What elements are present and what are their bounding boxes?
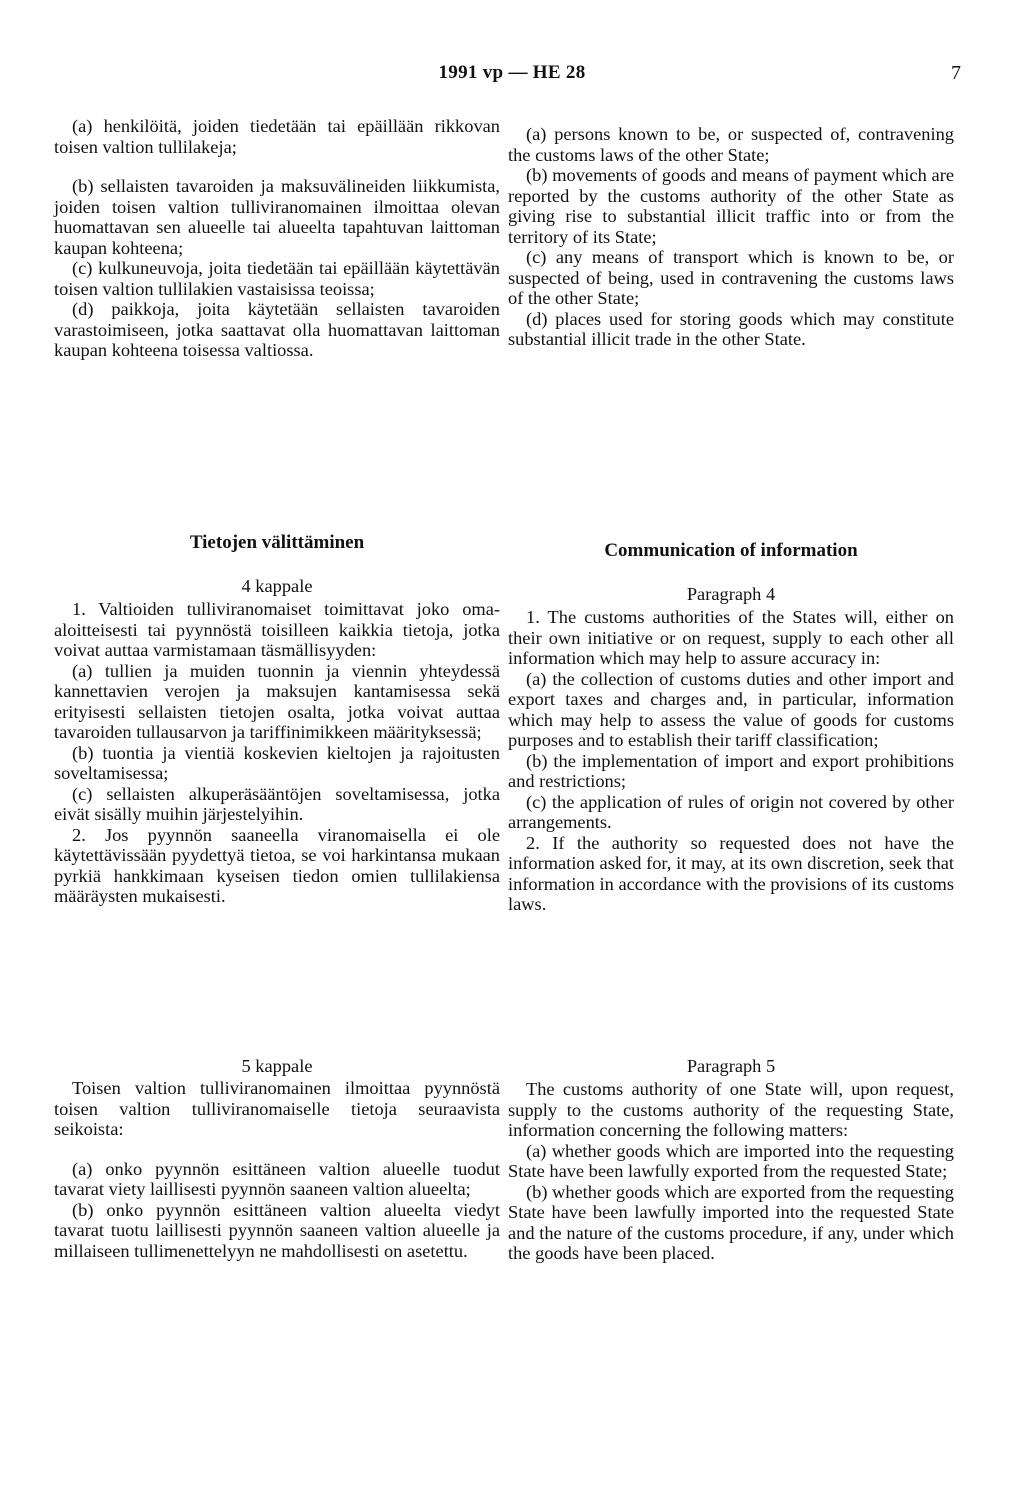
list-item: 1. Valtioiden tulliviranomaiset toimittavat joko oma-aloitteisesti tai pyynnöstä toisilleen kaikkia tietoja, jotka voivat auttaa varmistamaan täsmällisyyden: bbox=[54, 599, 500, 660]
paragraph-5-body-fi bbox=[54, 1078, 500, 1261]
list-item: (c) sellaisten alkuperäsääntöjen soveltamisessa, jotka eivät sisälly muihin järjestelyihin. bbox=[54, 783, 500, 824]
paragraph-intro: Toisen valtion tulliviranomainen ilmoittaa pyynnöstä toisen valtion tulliviranomaiselle tietoja seuraavista seikoista: bbox=[54, 1078, 500, 1139]
list-item: (c) any means of transport which is known to be, or suspected of being, used in contravening the customs laws of the other State; bbox=[508, 247, 954, 308]
paragraph-4-body-en bbox=[508, 607, 954, 915]
section-heading-en: Communication of information bbox=[604, 540, 858, 561]
paragraph-5-heading-en: Paragraph 5 bbox=[686, 1056, 776, 1076]
list-item: (b) sellaisten tavaroiden ja maksuvälineiden liikkumista, joiden toisen valtion tulliviranomainen ilmoittaa olevan huomattavan sen alueelle tai alueelta tapahtuvan laittoman kaupan kohteena; bbox=[54, 176, 500, 258]
intro-list-en bbox=[508, 124, 954, 350]
list-item: (a) tullien ja muiden tuonnin ja viennin yhteydessä kannettavien verojen ja maksujen kantamisessa sekä erityisesti sellaisten tietojen osalta, jotka voivat auttaa tavaroiden tullausarvon ja tariffinimikkeen määrityksessä; bbox=[54, 660, 500, 742]
list-item: (a) whether goods which are imported into the requesting State have been lawfully exported from the requested State; bbox=[508, 1140, 954, 1181]
document-title: 1991 vp — HE 28 bbox=[438, 62, 586, 83]
list-item: (a) persons known to be, or suspected of, contravening the customs laws of the other State; bbox=[508, 124, 954, 165]
list-item: (d) places used for storing goods which may constitute substantial illicit trade in the other State. bbox=[508, 308, 954, 349]
list-item: 1. The customs authorities of the States will, either on their own initiative or on request, supply to each other all information which may help to assure accuracy in: bbox=[508, 607, 954, 668]
list-item: (b) onko pyynnön esittäneen valtion alueelta viedyt tavarat tuotu laillisesti pyynnön saaneen valtion alueelle ja millaiseen tullimenettelyyn ne mahdollisesti on asetettu. bbox=[54, 1199, 500, 1261]
paragraph-4-body-fi bbox=[54, 599, 500, 907]
list-item: (a) henkilöitä, joiden tiedetään tai epäillään rikkovan toisen valtion tullilakeja; bbox=[54, 116, 500, 157]
intro-list-fi bbox=[54, 116, 500, 361]
list-item: (a) the collection of customs duties and other import and export taxes and charges and, in particular, information which may help to assess the value of goods for customs purposes and to establish their tariff classification; bbox=[508, 668, 954, 750]
section-heading-fi: Tietojen välittäminen bbox=[189, 532, 365, 553]
list-item: (d) paikkoja, joita käytetään sellaisten tavaroiden varastoimiseen, jotka saattavat olla huomattavan laittoman kaupan kohteena toisessa valtiossa. bbox=[54, 299, 500, 360]
list-item: (b) movements of goods and means of payment which are reported by the customs authority of the other State as giving rise to substantial illicit traffic into or from the territory of its State; bbox=[508, 165, 954, 247]
list-item: (c) the application of rules of origin not covered by other arrangements. bbox=[508, 791, 954, 832]
page-header bbox=[0, 62, 1024, 92]
list-item: (c) kulkuneuvoja, joita tiedetään tai epäillään käytettävän toisen valtion tullilakien vastaisissa teoissa; bbox=[54, 258, 500, 299]
paragraph-5-body-en bbox=[508, 1079, 954, 1264]
list-item: (b) tuontia ja vientiä koskevien kieltojen ja rajoitusten soveltamisessa; bbox=[54, 742, 500, 783]
page-number: 7 bbox=[951, 62, 961, 84]
list-item: 2. Jos pyynnön saaneella viranomaisella ei ole käytettävissään pyydettyä tietoa, se voi harkintansa mukaan pyrkiä hankkimaan kyseisen tiedon omien tullilakiensa määräysten mukaisesti. bbox=[54, 824, 500, 906]
list-item: (a) onko pyynnön esittäneen valtion alueelle tuodut tavarat viety laillisesti pyynnön saaneen valtion alueelta; bbox=[54, 1158, 500, 1199]
paragraph-intro: The customs authority of one State will, upon request, supply to the customs authority of the requesting State, information concerning the following matters: bbox=[508, 1079, 954, 1140]
paragraph-4-heading-en: Paragraph 4 bbox=[686, 584, 776, 604]
list-item: 2. If the authority so requested does not have the information asked for, it may, at its own discretion, seek that information in accordance with the provisions of its customs laws. bbox=[508, 832, 954, 914]
list-item: (b) the implementation of import and export prohibitions and restrictions; bbox=[508, 750, 954, 791]
paragraph-4-heading-fi: 4 kappale bbox=[241, 576, 313, 596]
list-item: (b) whether goods which are exported from the requesting State have been lawfully imported into the requested State and the nature of the customs procedure, if any, under which the goods have been placed. bbox=[508, 1181, 954, 1263]
paragraph-5-heading-fi: 5 kappale bbox=[241, 1056, 313, 1076]
